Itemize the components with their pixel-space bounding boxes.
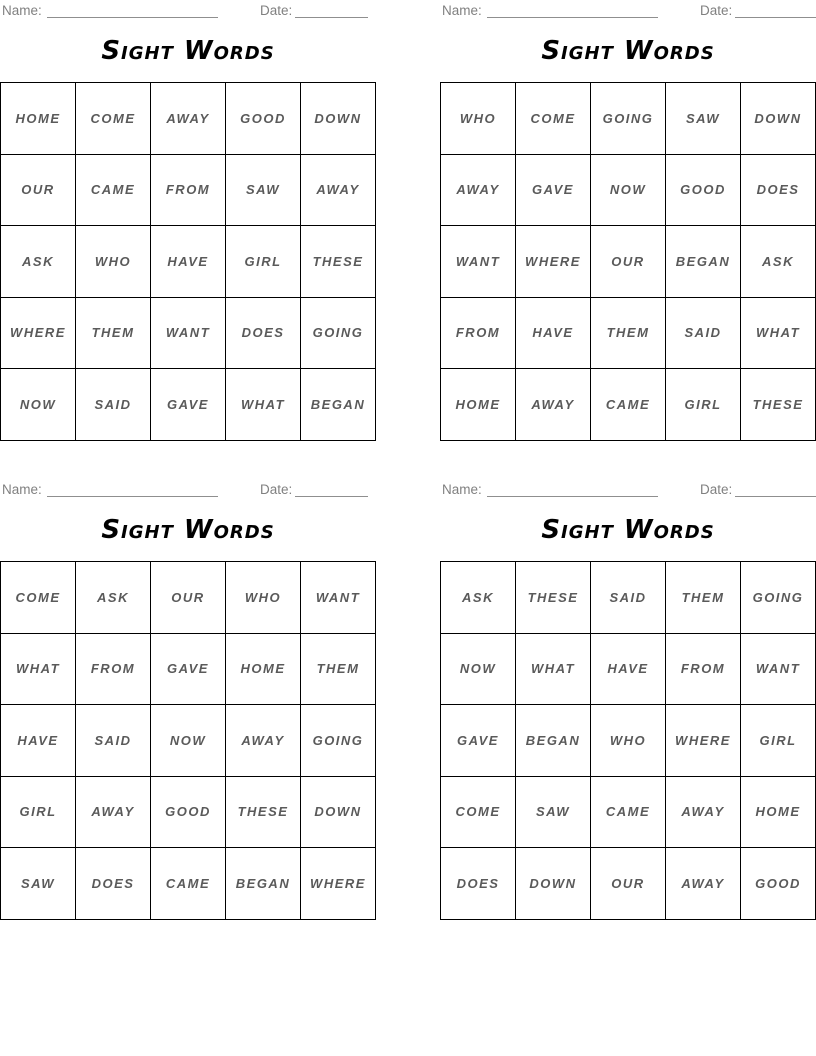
sight-words-card-1: [0, 0, 376, 433]
name-blank-line: [487, 481, 658, 497]
word-cell: DOWN: [301, 83, 376, 155]
grid-row: [441, 848, 816, 920]
word-cell: HAVE: [516, 297, 591, 369]
word-cell: GAVE: [151, 369, 226, 441]
sight-words-card-2: [440, 0, 816, 433]
date-label: Date:: [700, 482, 733, 497]
word-cell: ASK: [76, 562, 151, 634]
word-cell: THESE: [226, 776, 301, 848]
word-cell: OUR: [591, 848, 666, 920]
word-cell: GOOD: [741, 848, 816, 920]
word-cell: HAVE: [591, 633, 666, 705]
name-blank-line: [47, 2, 218, 18]
card-title: Sight Words: [101, 36, 275, 66]
word-cell: DOWN: [741, 83, 816, 155]
word-cell: HOME: [741, 776, 816, 848]
word-cell: FROM: [666, 633, 741, 705]
word-cell: THEM: [301, 633, 376, 705]
grid-row: [1, 154, 376, 226]
word-cell: HOME: [441, 369, 516, 441]
grid-row: [441, 83, 816, 155]
word-cell: CAME: [76, 154, 151, 226]
word-cell: COME: [516, 83, 591, 155]
word-cell: THEM: [591, 297, 666, 369]
grid-row: [1, 633, 376, 705]
grid-row: [441, 297, 816, 369]
word-cell: NOW: [591, 154, 666, 226]
word-cell: SAW: [666, 83, 741, 155]
word-cell: ASK: [441, 562, 516, 634]
word-cell: HOME: [1, 83, 76, 155]
grid-row: [441, 633, 816, 705]
word-cell: DOWN: [301, 776, 376, 848]
grid-row: [441, 369, 816, 441]
word-cell: THESE: [741, 369, 816, 441]
word-cell: CAME: [591, 776, 666, 848]
word-cell: AWAY: [516, 369, 591, 441]
word-cell: WHERE: [666, 705, 741, 777]
word-cell: COME: [441, 776, 516, 848]
word-cell: SAID: [591, 562, 666, 634]
word-cell: FROM: [76, 633, 151, 705]
word-grid: [440, 561, 816, 920]
name-label: Name:: [2, 3, 42, 18]
word-cell: WHERE: [516, 226, 591, 298]
word-cell: FROM: [151, 154, 226, 226]
word-cell: BEGAN: [301, 369, 376, 441]
word-cell: DOES: [226, 297, 301, 369]
word-cell: SAW: [516, 776, 591, 848]
date-label: Date:: [260, 482, 293, 497]
grid-row: [1, 848, 376, 920]
word-cell: OUR: [591, 226, 666, 298]
word-cell: SAID: [76, 369, 151, 441]
word-cell: GIRL: [1, 776, 76, 848]
grid-row: [1, 776, 376, 848]
grid-row: [441, 705, 816, 777]
name-label: Name:: [442, 482, 482, 497]
grid-row: [441, 154, 816, 226]
name-blank-line: [487, 2, 658, 18]
word-cell: GOING: [301, 297, 376, 369]
word-cell: CAME: [591, 369, 666, 441]
word-cell: COME: [1, 562, 76, 634]
card-title: Sight Words: [541, 36, 715, 66]
grid-row: [1, 226, 376, 298]
word-cell: FROM: [441, 297, 516, 369]
grid-row: [1, 562, 376, 634]
name-blank-line: [47, 481, 218, 497]
word-cell: GOOD: [666, 154, 741, 226]
name-label: Name:: [2, 482, 42, 497]
word-cell: BEGAN: [226, 848, 301, 920]
word-cell: WHERE: [301, 848, 376, 920]
word-cell: WHAT: [516, 633, 591, 705]
word-cell: GOING: [591, 83, 666, 155]
date-blank-line: [735, 481, 816, 497]
grid-row: [1, 83, 376, 155]
word-cell: AWAY: [301, 154, 376, 226]
word-cell: DOES: [741, 154, 816, 226]
word-grid: [0, 561, 376, 920]
word-cell: HOME: [226, 633, 301, 705]
word-cell: SAID: [666, 297, 741, 369]
word-cell: NOW: [151, 705, 226, 777]
date-blank-line: [295, 481, 368, 497]
card-title: Sight Words: [101, 515, 275, 545]
word-grid: [0, 82, 376, 441]
word-cell: GAVE: [516, 154, 591, 226]
word-cell: AWAY: [151, 83, 226, 155]
word-cell: GAVE: [441, 705, 516, 777]
word-cell: THEM: [666, 562, 741, 634]
word-cell: GOOD: [151, 776, 226, 848]
word-cell: ASK: [1, 226, 76, 298]
grid-row: [1, 705, 376, 777]
word-cell: WHAT: [1, 633, 76, 705]
word-cell: ASK: [741, 226, 816, 298]
word-cell: GAVE: [151, 633, 226, 705]
word-cell: AWAY: [666, 776, 741, 848]
word-grid: [440, 82, 816, 441]
word-cell: SAID: [76, 705, 151, 777]
word-cell: GOOD: [226, 83, 301, 155]
word-cell: AWAY: [666, 848, 741, 920]
word-cell: SAW: [1, 848, 76, 920]
word-cell: WANT: [741, 633, 816, 705]
word-cell: WHAT: [226, 369, 301, 441]
word-cell: WHO: [441, 83, 516, 155]
word-cell: CAME: [151, 848, 226, 920]
word-cell: WHERE: [1, 297, 76, 369]
word-cell: AWAY: [226, 705, 301, 777]
word-cell: WANT: [301, 562, 376, 634]
grid-row: [441, 562, 816, 634]
grid-row: [441, 776, 816, 848]
word-cell: THESE: [301, 226, 376, 298]
word-cell: COME: [76, 83, 151, 155]
word-cell: GOING: [301, 705, 376, 777]
grid-row: [1, 297, 376, 369]
word-cell: THEM: [76, 297, 151, 369]
word-cell: BEGAN: [516, 705, 591, 777]
word-cell: NOW: [441, 633, 516, 705]
word-cell: AWAY: [76, 776, 151, 848]
word-cell: HAVE: [151, 226, 226, 298]
date-label: Date:: [260, 3, 293, 18]
name-label: Name:: [442, 3, 482, 18]
sight-words-card-4: [440, 479, 816, 912]
date-blank-line: [295, 2, 368, 18]
word-cell: NOW: [1, 369, 76, 441]
word-cell: BEGAN: [666, 226, 741, 298]
word-cell: THESE: [516, 562, 591, 634]
date-blank-line: [735, 2, 816, 18]
word-cell: WHO: [76, 226, 151, 298]
grid-row: [1, 369, 376, 441]
word-cell: AWAY: [441, 154, 516, 226]
word-cell: WHO: [226, 562, 301, 634]
word-cell: WHAT: [741, 297, 816, 369]
word-cell: DOWN: [516, 848, 591, 920]
word-cell: GIRL: [741, 705, 816, 777]
word-cell: SAW: [226, 154, 301, 226]
word-cell: OUR: [1, 154, 76, 226]
word-cell: WANT: [151, 297, 226, 369]
grid-row: [441, 226, 816, 298]
sight-words-card-3: [0, 479, 376, 912]
word-cell: GOING: [741, 562, 816, 634]
word-cell: DOES: [441, 848, 516, 920]
date-label: Date:: [700, 3, 733, 18]
word-cell: WANT: [441, 226, 516, 298]
word-cell: DOES: [76, 848, 151, 920]
word-cell: HAVE: [1, 705, 76, 777]
word-cell: GIRL: [666, 369, 741, 441]
word-cell: OUR: [151, 562, 226, 634]
word-cell: GIRL: [226, 226, 301, 298]
card-title: Sight Words: [541, 515, 715, 545]
word-cell: WHO: [591, 705, 666, 777]
